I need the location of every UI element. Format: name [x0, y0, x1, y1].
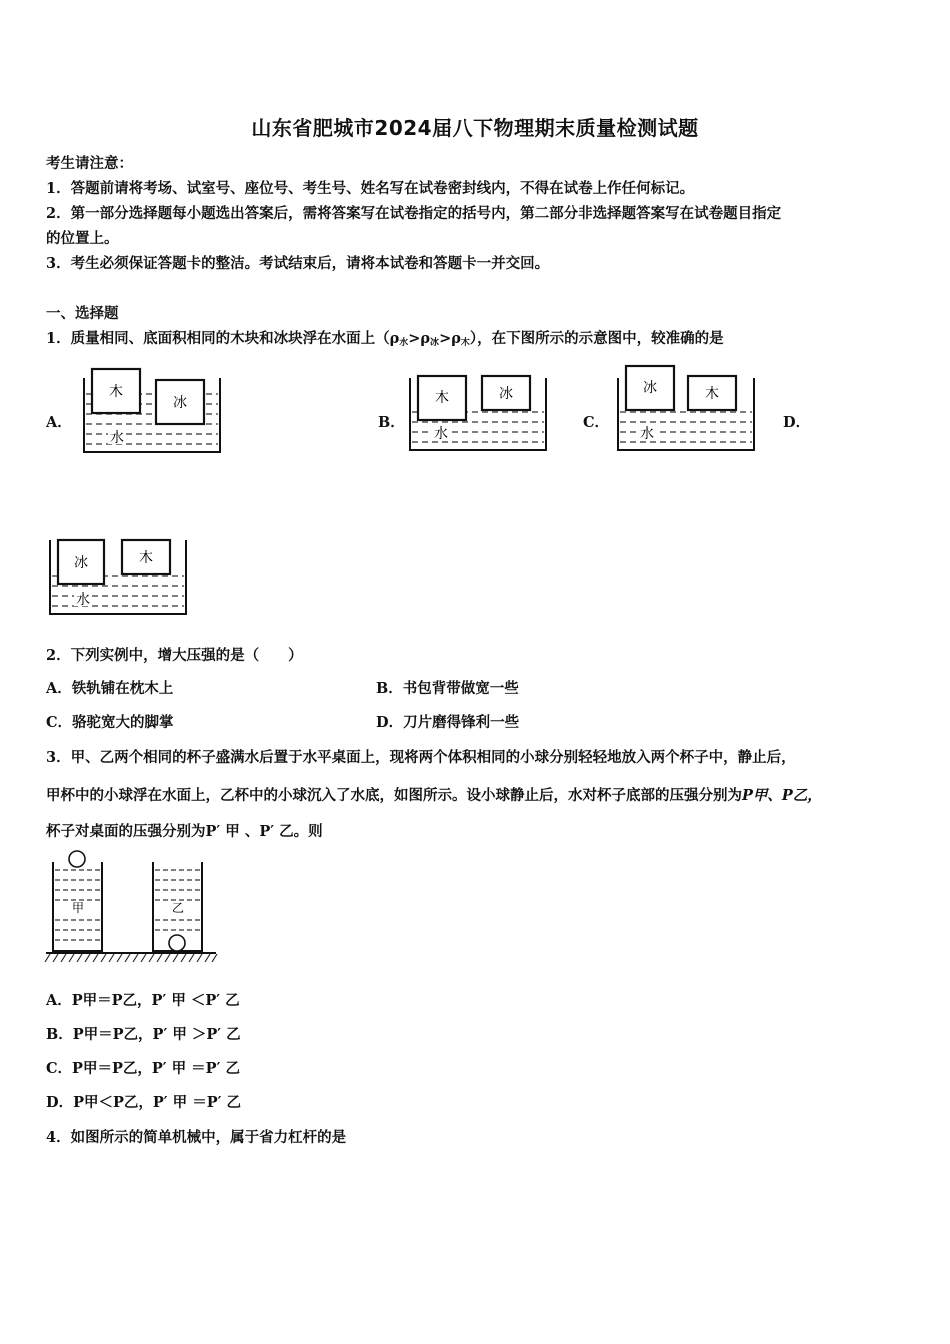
- water-label: 水: [434, 426, 448, 442]
- floating-ball: [69, 851, 85, 867]
- q3-option-d[interactable]: D．P甲＜P乙，P′ 甲 ＝P′ 乙: [46, 1094, 241, 1111]
- q1-stem: 1．质量相同、底面积相同的木块和冰块浮在水面上$(\rho_水>\rho_冰>\rho_木)$，在下图所示的示意图中，较准确的是: [46, 330, 724, 348]
- q3-option-a[interactable]: A．P甲＝P乙，P′ 甲 ＜P′ 乙: [46, 992, 240, 1009]
- notice-item-2-cont: 的位置上。: [46, 230, 119, 247]
- q1-figure-a: [80, 364, 225, 456]
- water-label: 水: [76, 592, 90, 608]
- wood-label: 木: [139, 550, 153, 566]
- water-label: 水: [110, 430, 124, 446]
- wood-label: 木: [109, 384, 123, 400]
- section-heading: 一、选择题: [46, 305, 119, 322]
- q1-figure-b: [406, 372, 551, 454]
- q3-stem-line-2: 甲杯中的小球浮在水面上，乙杯中的小球沉入了水底，如图所示。设小球静止后，水对杯子底部的压强分别为P甲、P乙，: [46, 787, 822, 804]
- q1-option-b-label[interactable]: B．: [378, 414, 405, 431]
- q3-option-c[interactable]: C．P甲＝P乙，P′ 甲 ＝P′ 乙: [46, 1060, 240, 1077]
- q4-stem: 4．如图所示的简单机械中，属于省力杠杆的是: [46, 1129, 347, 1146]
- sunk-ball: [169, 935, 185, 951]
- ice-label: 冰: [74, 555, 88, 571]
- q3-option-b[interactable]: B．P甲＝P乙，P′ 甲 ＞P′ 乙: [46, 1026, 241, 1043]
- q2-option-d[interactable]: D．刀片磨得锋利一些: [376, 714, 520, 731]
- q1-figure-d: [44, 534, 192, 618]
- cup-yi-label: 乙: [171, 901, 185, 915]
- q3-stem-line-1: 3．甲、乙两个相同的杯子盛满水后置于水平桌面上，现将两个体积相同的小球分别轻轻地放入两个杯子中，静止后，: [46, 749, 796, 766]
- q2-stem: 2．下列实例中，增大压强的是（ ）: [46, 647, 303, 664]
- q2-option-c[interactable]: C．骆驼宽大的脚掌: [46, 714, 174, 731]
- notice-item-3: 3．考生必须保证答题卡的整洁。考试结束后，请将本试卷和答题卡一并交回。: [46, 255, 550, 272]
- q3-figure: [44, 850, 220, 968]
- q2-option-b[interactable]: B．书包背带做宽一些: [376, 680, 519, 697]
- q3-stem-line-3: 杯子对桌面的压强分别为P′ 甲 、P′ 乙。则: [46, 823, 323, 840]
- page-title: 山东省肥城市2024届八下物理期末质量检测试题: [251, 116, 699, 140]
- notice-item-1: 1．答题前请将考场、试室号、座位号、考生号、姓名写在试卷密封线内，不得在试卷上作任何标记。: [46, 180, 695, 197]
- ice-label: 冰: [499, 386, 513, 402]
- q2-option-a[interactable]: A．铁轨铺在枕木上: [46, 680, 174, 697]
- ice-label: 冰: [643, 380, 657, 396]
- notice-item-2: 2．第一部分选择题每小题选出答案后，需将答案写在试卷指定的括号内，第二部分非选择题答案写在试卷题目指定: [46, 205, 782, 222]
- wood-label: 木: [705, 386, 719, 402]
- ice-label: 冰: [173, 395, 187, 411]
- q1-option-d-label[interactable]: D．: [783, 414, 811, 431]
- notice-heading: 考生请注意：: [46, 155, 133, 172]
- wood-label: 木: [435, 390, 449, 406]
- q1-figure-c: [614, 362, 759, 454]
- cup-jia-label: 甲: [71, 901, 85, 915]
- q1-option-c-label[interactable]: C．: [583, 414, 610, 431]
- q1-option-a-label[interactable]: A．: [46, 414, 72, 431]
- water-label: 水: [640, 426, 654, 442]
